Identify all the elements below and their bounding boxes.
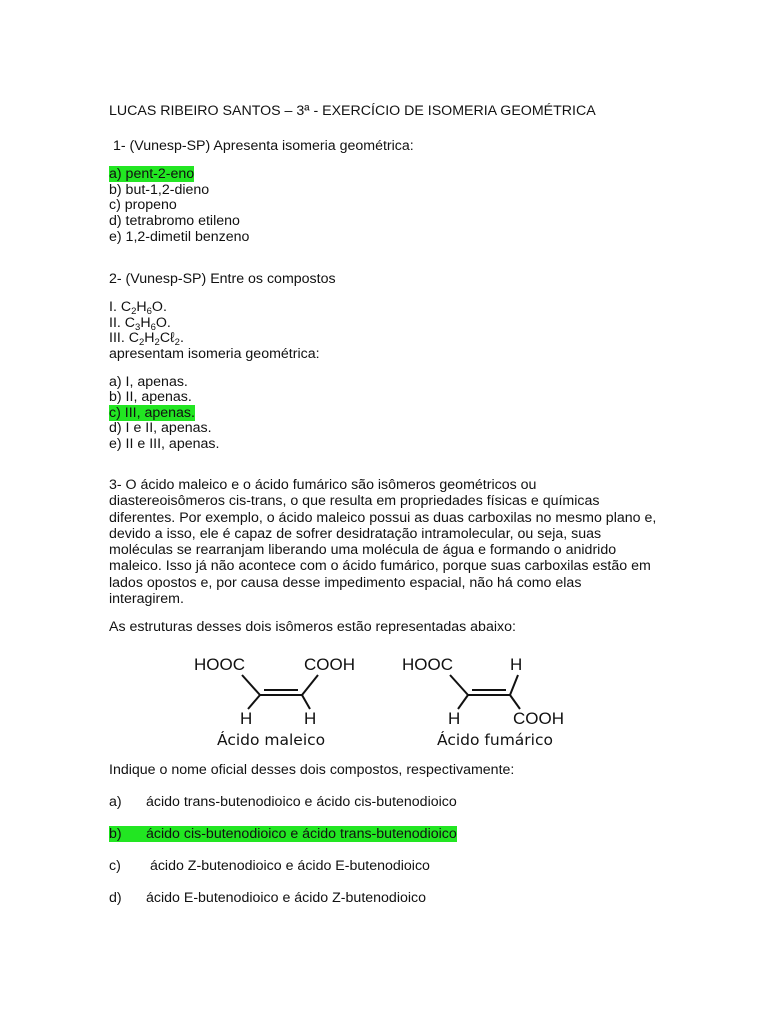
document-title: LUCAS RIBEIRO SANTOS – 3ª - EXERCÍCIO DE ISOMERIA GEOMÉTRICA — [109, 103, 596, 119]
q3-line: diferentes. Por exemplo, o ácido maleico possui as duas carboxilas no mesmo plano e, — [109, 509, 657, 526]
q2-option-e: e) II e III, apenas. — [109, 436, 220, 452]
q3-option-c: c) ácido Z-butenodioico e ácido E-butenodioico — [109, 858, 430, 874]
q2-option-d: d) I e II, apenas. — [109, 420, 212, 436]
fumaric-bottom-left: H — [448, 709, 461, 728]
maleic-top-right: COOH — [304, 655, 355, 674]
q2-compound-1: I. $C_2H_6O$. — [109, 299, 167, 317]
q3-option-b — [109, 826, 457, 842]
q3-question: Indique o nome oficial desses dois compostos, respectivamente: — [109, 762, 515, 778]
q1-option-c: c) propeno — [109, 197, 177, 213]
fumaric-acid-structure — [402, 655, 564, 749]
fumaric-top-left: HOOC — [402, 655, 453, 674]
maleic-bottom-right: H — [304, 709, 317, 728]
fumaric-caption: Ácido fumárico — [437, 731, 553, 749]
q3-paragraph — [109, 477, 669, 607]
q3-line: interagirem. — [109, 591, 184, 608]
q3-line: diastereoisômeros cis-trans, o que resulta em propriedades físicas e químicas — [109, 493, 600, 510]
q3-line: maleico. Isso já não acontece com o ácido fumárico, porque suas carboxilas estão em — [109, 558, 651, 575]
q2-option-a: a) I, apenas. — [109, 374, 188, 390]
maleic-bond — [302, 695, 310, 709]
fumaric-bond — [510, 695, 520, 709]
q3-line: devido a isso, ele é capaz de sofrer desidratação intramolecular, ou seja, suas — [109, 525, 602, 542]
q3-option-d: d) ácido E-butenodioico e ácido Z-butenodioico — [109, 890, 426, 906]
fumaric-bond — [450, 675, 468, 695]
maleic-caption: Ácido maleico — [217, 731, 326, 749]
q1-option-b: b) but-1,2-dieno — [109, 182, 210, 198]
maleic-top-left: HOOC — [194, 655, 245, 674]
q2-option-c — [109, 405, 195, 421]
maleic-bottom-left: H — [240, 709, 253, 728]
q3-line: moléculas se rearranjam liberando uma molécula de água e formando o anidrido — [109, 542, 617, 559]
q3-line: lados opostos e, por causa desse impedimento espacial, não há como elas — [109, 574, 582, 591]
fumaric-bond — [510, 675, 518, 695]
q2-compound-2: II. $C_3H_6O$. — [109, 315, 171, 333]
q1-option-a-text: a) pent-2-eno — [109, 166, 195, 182]
isomer-structures-figure — [180, 645, 600, 755]
q1-option-a — [109, 166, 194, 182]
q3-option-b-highlight: b) ácido cis-butenodioico e ácido trans-butenodioico — [109, 826, 457, 842]
q2-stem: 2- (Vunesp-SP) Entre os compostos — [109, 271, 336, 287]
q1-option-d: d) tetrabromo etileno — [109, 213, 240, 229]
maleic-bond — [302, 675, 318, 695]
q2-tail: apresentam isomeria geométrica: — [109, 346, 320, 362]
q3-structures-intro: As estruturas desses dois isômeros estão representadas abaixo: — [109, 619, 516, 635]
q2-option-b: b) II, apenas. — [109, 389, 192, 405]
fumaric-top-right: H — [510, 655, 523, 674]
q2-compound-3: III. $C_2H_2C\ell_2$. — [109, 330, 184, 348]
q3-option-a: a) ácido trans-butenodioico e ácido cis-butenodioico — [109, 794, 457, 810]
maleic-acid-structure — [194, 655, 355, 749]
q2-option-c-text: c) III, apenas. — [109, 405, 195, 421]
fumaric-bottom-right: COOH — [513, 709, 564, 728]
q1-option-e: e) 1,2-dimetil benzeno — [109, 229, 250, 245]
maleic-bond — [242, 675, 260, 695]
q3-line: 3- O ácido maleico e o ácido fumárico são isômeros geométricos ou — [109, 477, 537, 493]
fumaric-bond — [458, 695, 468, 709]
maleic-bond — [248, 695, 260, 709]
q1-stem: 1- (Vunesp-SP) Apresenta isomeria geométrica: — [113, 138, 414, 154]
